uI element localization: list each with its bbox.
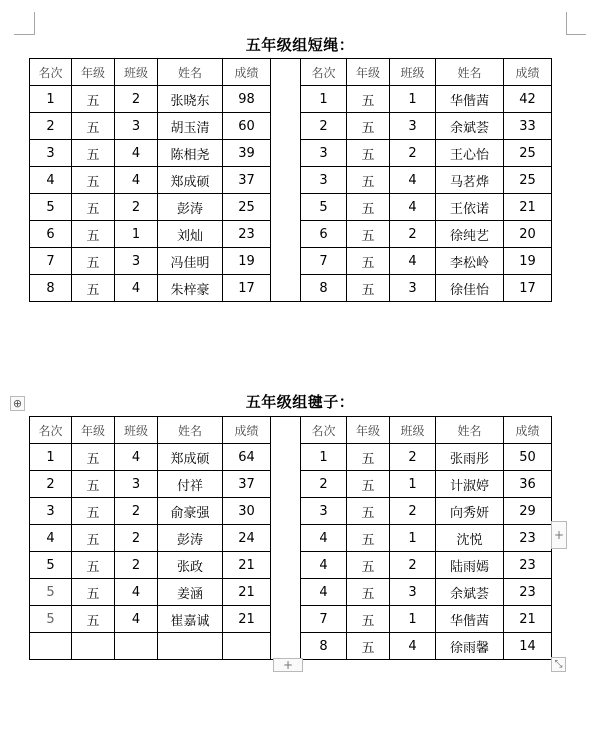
table-cell <box>30 633 72 660</box>
table-spacer-cell <box>271 167 301 194</box>
add-row-button[interactable]: + <box>273 658 303 672</box>
table-cell: 4 <box>115 167 158 194</box>
column-header: 年级 <box>72 417 115 444</box>
table-cell: 2 <box>115 498 158 525</box>
column-header: 年级 <box>72 59 115 86</box>
table-cell: 4 <box>30 167 72 194</box>
table-cell: 五 <box>347 113 390 140</box>
table-cell: 2 <box>390 498 436 525</box>
column-header: 名次 <box>301 59 347 86</box>
table-cell: 24 <box>223 525 271 552</box>
column-header: 姓名 <box>158 59 223 86</box>
table-cell: 1 <box>301 444 347 471</box>
table-resize-icon[interactable]: ⤡ <box>551 657 566 672</box>
table-cell: 1 <box>390 525 436 552</box>
table-row <box>30 606 552 633</box>
table-cell: 3 <box>301 167 347 194</box>
table-cell: 华偕茜 <box>436 606 504 633</box>
table-cell: 5 <box>30 579 72 606</box>
table-row <box>30 444 552 471</box>
table-cell: 4 <box>30 525 72 552</box>
table-spacer-cell <box>271 525 301 552</box>
table-cell: 五 <box>347 275 390 302</box>
column-header: 班级 <box>115 417 158 444</box>
table-cell: 2 <box>390 444 436 471</box>
table-cell: 19 <box>504 248 552 275</box>
table-cell: 2 <box>115 86 158 113</box>
table-cell: 五 <box>72 275 115 302</box>
table1-title: 五年级组短绳： <box>245 36 355 54</box>
table-cell: 6 <box>30 221 72 248</box>
table-cell: 3 <box>115 248 158 275</box>
column-header: 成绩 <box>504 417 552 444</box>
table-cell: 五 <box>347 194 390 221</box>
table-spacer-cell <box>271 221 301 248</box>
table-row <box>30 633 552 660</box>
table-cell: 陈相尧 <box>158 140 223 167</box>
table-cell: 19 <box>223 248 271 275</box>
table-cell: 4 <box>115 579 158 606</box>
table-cell: 五 <box>347 633 390 660</box>
table-cell: 23 <box>504 525 552 552</box>
table-cell: 五 <box>347 525 390 552</box>
header-row <box>30 417 552 444</box>
column-header: 姓名 <box>436 59 504 86</box>
table-cell: 2 <box>390 221 436 248</box>
table-cell: 21 <box>504 194 552 221</box>
column-header: 成绩 <box>504 59 552 86</box>
table-cell: 五 <box>347 140 390 167</box>
table-cell: 胡玉清 <box>158 113 223 140</box>
column-header: 名次 <box>30 417 72 444</box>
table-cell: 21 <box>223 552 271 579</box>
table-cell: 五 <box>347 498 390 525</box>
table-cell: 2 <box>115 194 158 221</box>
table-row <box>30 248 552 275</box>
table-cell: 刘灿 <box>158 221 223 248</box>
table-cell: 1 <box>30 444 72 471</box>
table-row <box>30 498 552 525</box>
table-cell: 五 <box>72 525 115 552</box>
table-cell: 21 <box>504 606 552 633</box>
table-spacer-cell <box>271 113 301 140</box>
table-cell: 李松岭 <box>436 248 504 275</box>
table-cell: 王心怡 <box>436 140 504 167</box>
table-cell: 五 <box>347 167 390 194</box>
table-cell: 冯佳明 <box>158 248 223 275</box>
table-cell: 郑成硕 <box>158 167 223 194</box>
table-cell: 彭涛 <box>158 194 223 221</box>
table-cell: 计淑婷 <box>436 471 504 498</box>
table-cell: 俞豪强 <box>158 498 223 525</box>
table-cell: 2 <box>30 113 72 140</box>
table-spacer-cell <box>271 275 301 302</box>
column-header: 名次 <box>30 59 72 86</box>
table-cell: 3 <box>390 275 436 302</box>
table-cell: 陆雨嫣 <box>436 552 504 579</box>
table-cell: 8 <box>30 275 72 302</box>
table-cell: 沈悦 <box>436 525 504 552</box>
table-cell: 4 <box>301 579 347 606</box>
table-cell: 21 <box>223 579 271 606</box>
table-cell: 1 <box>30 86 72 113</box>
table-cell: 五 <box>72 167 115 194</box>
table-cell: 五 <box>347 552 390 579</box>
column-header: 成绩 <box>223 59 271 86</box>
table-cell: 3 <box>30 140 72 167</box>
table-spacer-cell <box>271 606 301 633</box>
table-cell: 4 <box>115 444 158 471</box>
table-cell: 1 <box>301 86 347 113</box>
table-row <box>30 552 552 579</box>
table-cell: 23 <box>223 221 271 248</box>
table-cell: 五 <box>347 444 390 471</box>
table-row <box>30 113 552 140</box>
table-cell: 20 <box>504 221 552 248</box>
table-cell: 五 <box>72 471 115 498</box>
table-cell: 五 <box>72 140 115 167</box>
table-cell: 1 <box>390 86 436 113</box>
table-cell <box>223 633 271 660</box>
table-spacer-cell <box>271 194 301 221</box>
table-cell: 1 <box>390 606 436 633</box>
table-spacer-cell <box>271 579 301 606</box>
table-cell: 4 <box>390 633 436 660</box>
column-header: 姓名 <box>436 417 504 444</box>
table-cell: 2 <box>390 140 436 167</box>
table-row <box>30 194 552 221</box>
table-spacer-cell <box>271 633 301 660</box>
table-cell <box>72 633 115 660</box>
table-cell: 徐佳怡 <box>436 275 504 302</box>
column-header: 姓名 <box>158 417 223 444</box>
table-cell: 五 <box>72 194 115 221</box>
table-cell: 4 <box>390 167 436 194</box>
table-row <box>30 471 552 498</box>
table-cell: 3 <box>115 113 158 140</box>
table-cell: 30 <box>223 498 271 525</box>
table-cell: 25 <box>504 140 552 167</box>
table-cell: 37 <box>223 167 271 194</box>
table-row <box>30 579 552 606</box>
column-header: 年级 <box>347 59 390 86</box>
column-header: 年级 <box>347 417 390 444</box>
table-cell: 64 <box>223 444 271 471</box>
table-cell: 五 <box>72 579 115 606</box>
table-cell: 五 <box>347 248 390 275</box>
table-cell: 4 <box>390 248 436 275</box>
table2-title: 五年级组毽子： <box>245 393 355 411</box>
table-cell: 2 <box>390 552 436 579</box>
table-cell: 17 <box>504 275 552 302</box>
table-cell: 1 <box>390 471 436 498</box>
table-cell: 21 <box>223 606 271 633</box>
table-cell: 23 <box>504 579 552 606</box>
table-spacer-cell <box>271 498 301 525</box>
table-cell: 华偕茜 <box>436 86 504 113</box>
column-header: 班级 <box>390 59 436 86</box>
table-spacer-cell <box>271 248 301 275</box>
header-row <box>30 59 552 86</box>
table-cell: 五 <box>72 86 115 113</box>
table-cell: 29 <box>504 498 552 525</box>
table-cell: 5 <box>30 606 72 633</box>
table-cell: 余斌荟 <box>436 113 504 140</box>
table-cell: 五 <box>72 113 115 140</box>
table-cell: 五 <box>72 606 115 633</box>
table-cell: 5 <box>30 552 72 579</box>
table-cell: 徐纯艺 <box>436 221 504 248</box>
table-cell: 彭涛 <box>158 525 223 552</box>
table-cell: 2 <box>301 471 347 498</box>
table-cell: 33 <box>504 113 552 140</box>
table-cell: 五 <box>72 444 115 471</box>
table-cell: 8 <box>301 275 347 302</box>
table-cell: 3 <box>30 498 72 525</box>
table-cell: 42 <box>504 86 552 113</box>
jump-rope-table <box>29 58 552 302</box>
table-cell: 5 <box>301 194 347 221</box>
table-cell: 3 <box>301 140 347 167</box>
table-cell: 1 <box>115 221 158 248</box>
table-cell: 3 <box>301 498 347 525</box>
table-cell: 7 <box>301 606 347 633</box>
table-cell: 2 <box>30 471 72 498</box>
table-cell: 8 <box>301 633 347 660</box>
table-cell: 50 <box>504 444 552 471</box>
table-cell: 36 <box>504 471 552 498</box>
table-cell: 17 <box>223 275 271 302</box>
table-cell: 五 <box>72 552 115 579</box>
table-cell: 五 <box>72 248 115 275</box>
table-spacer-cell <box>271 417 301 444</box>
table-cell: 马茗烨 <box>436 167 504 194</box>
shuttlecock-table <box>29 416 552 660</box>
table-row <box>30 221 552 248</box>
table-cell: 39 <box>223 140 271 167</box>
table-cell: 五 <box>72 221 115 248</box>
table-cell: 3 <box>390 113 436 140</box>
table-cell: 2 <box>301 113 347 140</box>
table-cell: 向秀妍 <box>436 498 504 525</box>
table-spacer-cell <box>271 471 301 498</box>
table-cell: 张政 <box>158 552 223 579</box>
table-move-handle-icon[interactable]: ⊕ <box>10 396 25 411</box>
table-cell: 37 <box>223 471 271 498</box>
table-spacer-cell <box>271 552 301 579</box>
column-header: 名次 <box>301 417 347 444</box>
table-spacer-cell <box>271 86 301 113</box>
table-cell: 张雨彤 <box>436 444 504 471</box>
table-cell: 5 <box>30 194 72 221</box>
table-cell: 4 <box>301 525 347 552</box>
table-cell: 2 <box>115 552 158 579</box>
table-spacer-cell <box>271 140 301 167</box>
column-header: 成绩 <box>223 417 271 444</box>
table-row <box>30 525 552 552</box>
table-cell: 崔嘉诚 <box>158 606 223 633</box>
table-cell: 4 <box>301 552 347 579</box>
table-cell <box>115 633 158 660</box>
table-cell: 3 <box>115 471 158 498</box>
table-cell: 60 <box>223 113 271 140</box>
column-header: 班级 <box>115 59 158 86</box>
table-cell: 14 <box>504 633 552 660</box>
table-cell: 五 <box>347 579 390 606</box>
table-cell: 五 <box>347 86 390 113</box>
table-cell: 朱梓豪 <box>158 275 223 302</box>
table-spacer-cell <box>271 59 301 86</box>
table-cell: 五 <box>347 221 390 248</box>
table-row <box>30 275 552 302</box>
table-cell: 23 <box>504 552 552 579</box>
table-cell: 五 <box>72 498 115 525</box>
table-cell: 7 <box>30 248 72 275</box>
table-cell: 4 <box>390 194 436 221</box>
table-row <box>30 86 552 113</box>
table-cell: 3 <box>390 579 436 606</box>
table-row <box>30 140 552 167</box>
table-cell: 25 <box>504 167 552 194</box>
table-cell: 徐雨馨 <box>436 633 504 660</box>
add-column-button[interactable]: + <box>551 521 567 549</box>
table-cell: 4 <box>115 275 158 302</box>
table-spacer-cell <box>271 444 301 471</box>
table-cell: 五 <box>347 606 390 633</box>
table-cell <box>158 633 223 660</box>
table-cell: 姜涵 <box>158 579 223 606</box>
table-cell: 4 <box>115 606 158 633</box>
table-cell: 2 <box>115 525 158 552</box>
table-cell: 王依诺 <box>436 194 504 221</box>
table-row <box>30 167 552 194</box>
table-cell: 4 <box>115 140 158 167</box>
table-cell: 25 <box>223 194 271 221</box>
table-cell: 6 <box>301 221 347 248</box>
table-cell: 7 <box>301 248 347 275</box>
column-header: 班级 <box>390 417 436 444</box>
table-cell: 付祥 <box>158 471 223 498</box>
table-cell: 五 <box>347 471 390 498</box>
table-cell: 98 <box>223 86 271 113</box>
table-cell: 余斌荟 <box>436 579 504 606</box>
table-cell: 郑成硕 <box>158 444 223 471</box>
table-cell: 张晓东 <box>158 86 223 113</box>
